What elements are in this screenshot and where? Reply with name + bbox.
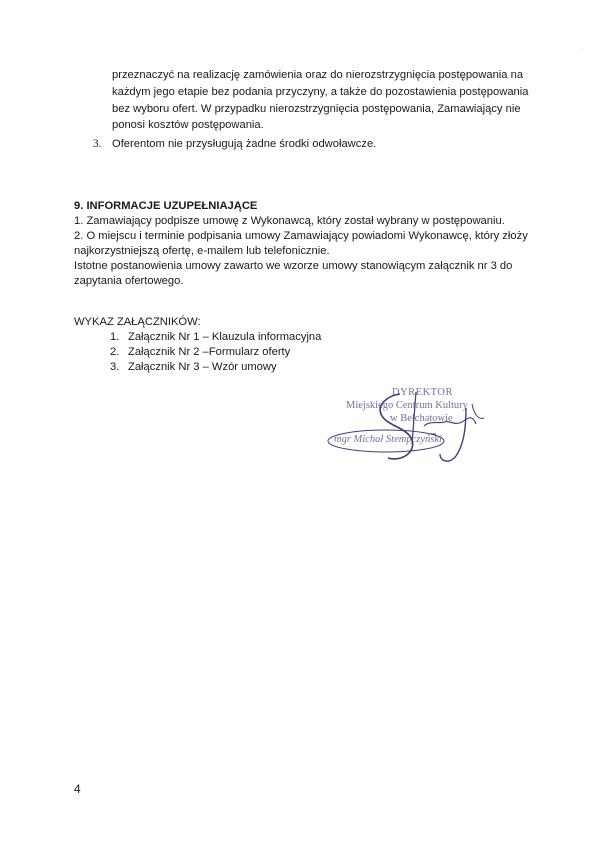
page-number: 4: [74, 782, 81, 796]
annex-item: [110, 360, 374, 375]
director-stamp: [316, 384, 494, 476]
section-line: 1. Zamawiający podpisze umowę z Wykonawcą, który został wybrany w postępowaniu.: [74, 215, 505, 227]
annex-heading: WYKAZ ZAŁĄCZNIKÓW:: [74, 316, 201, 328]
handwritten-signature: [316, 384, 494, 476]
list-item-number: 3.: [93, 138, 102, 150]
list-item-3: [93, 136, 533, 152]
stamp-institution: Miejskiego Centrum Kultury: [346, 400, 468, 411]
annex-item-label: Załącznik Nr 1 – Klauzula informacyjna: [128, 331, 322, 343]
paragraph-line: przeznaczyć na realizację zamówienia oraz do nierozstrzygnięcia postępowania na: [112, 69, 524, 81]
section-9: [74, 199, 534, 289]
continuation-paragraph: [112, 67, 532, 134]
section-line: najkorzystniejszą ofertę, e-mailem lub telefonicznie.: [74, 245, 330, 257]
stamp-name: mgr Michał Stempczyński: [334, 434, 442, 445]
section-line: Istotne postanowienia umowy zawarto we wzorze umowy stanowiącym załącznik nr 3 do: [74, 260, 513, 272]
section-line: zapytania ofertowego.: [74, 275, 184, 287]
scan-speck: ·: [581, 44, 584, 53]
annex-list: [74, 315, 374, 375]
paragraph-line: ponosi kosztów postępowania.: [112, 119, 264, 132]
annex-item-number: 1.: [110, 331, 120, 343]
stamp-title: DYREKTOR: [392, 387, 453, 398]
annex-item-number: 3.: [110, 361, 120, 373]
paragraph-line: bez wyboru ofert. W przypadku nierozstrzygnięcia postępowania, Zamawiający nie: [112, 102, 521, 115]
list-item-text: Oferentom nie przysługują żadne środki odwoławcze.: [112, 138, 377, 150]
annex-item: [110, 345, 374, 360]
stamp-city: w Bełchatowie: [390, 413, 453, 424]
annex-item-number: 2.: [110, 346, 120, 358]
section-heading: 9. INFORMACJE UZUPEŁNIAJĄCE: [74, 200, 258, 212]
annex-item: [110, 330, 374, 345]
annex-item-label: Załącznik Nr 3 – Wzór umowy: [128, 361, 277, 373]
section-line: 2. O miejscu i terminie podpisania umowy Zamawiający powiadomi Wykonawcę, który złoży: [74, 230, 528, 242]
annex-item-label: Załącznik Nr 2 –Formularz oferty: [128, 346, 291, 358]
paragraph-line: każdym jego etapie bez podania przyczyny, a także do pozostawienia postępowania: [112, 85, 529, 98]
